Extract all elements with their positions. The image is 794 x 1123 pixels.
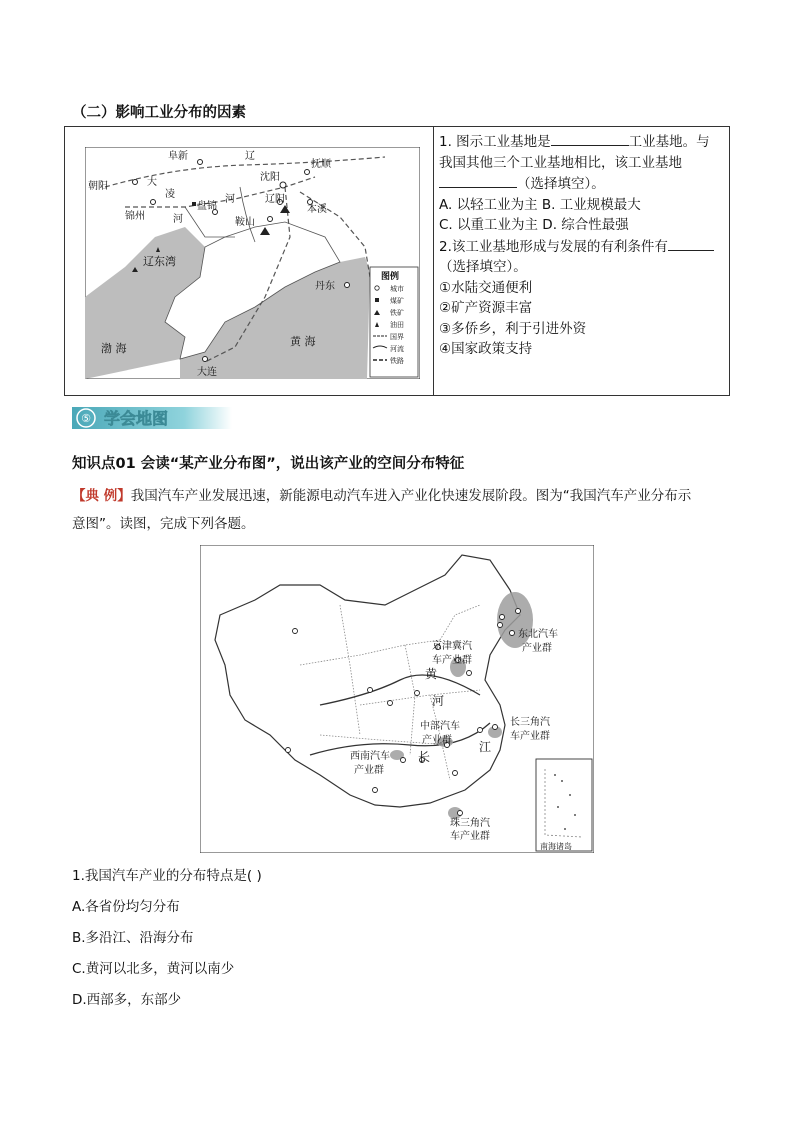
legend-item: 铁路 bbox=[390, 357, 404, 365]
map1-city-label: 锦州 bbox=[125, 211, 145, 222]
map1-river-label: 凌 bbox=[165, 189, 175, 200]
map1-city-label: 沈阳 bbox=[260, 172, 280, 183]
q1-text: 1. 图示工业基地是 bbox=[439, 134, 551, 150]
answer-blank[interactable] bbox=[551, 131, 629, 146]
example-text: 意图”。读图，完成下列各题。 bbox=[72, 516, 255, 532]
legend-title: 图例 bbox=[381, 272, 400, 282]
map2-label: 东北汽车 bbox=[518, 629, 558, 640]
map1-city-label: 丹东 bbox=[315, 281, 335, 292]
map2-label: 南海诸岛 bbox=[540, 842, 572, 851]
map1-city-label: 鞍山 bbox=[235, 217, 255, 228]
legend-item: 油田 bbox=[390, 321, 404, 329]
map2-label: 产业群 bbox=[522, 643, 552, 654]
map2-label: 产业群 bbox=[354, 765, 384, 776]
map2-label: 西南汽车 bbox=[350, 751, 390, 762]
map1-river-label: 河 bbox=[173, 214, 183, 225]
map1-river-label: 大 bbox=[147, 177, 157, 188]
mc-option-c[interactable]: C.黄河以北多，黄河以南少 bbox=[72, 961, 235, 977]
legend-item: 河流 bbox=[390, 345, 404, 353]
map2-label: 江 bbox=[479, 740, 492, 754]
map2-label: 京津冀汽 bbox=[432, 641, 472, 652]
map1-city-label: 抚顺 bbox=[311, 159, 331, 170]
china-auto-industry-map bbox=[200, 545, 594, 853]
section-banner bbox=[72, 405, 232, 431]
south-china-sea-inset bbox=[536, 759, 592, 851]
legend-item: 国界 bbox=[390, 333, 404, 341]
table-divider bbox=[433, 127, 434, 395]
map1-city-label: 本溪 bbox=[307, 204, 327, 215]
legend-item: 铁矿 bbox=[390, 309, 404, 317]
question-text bbox=[439, 131, 729, 360]
map1-river-label: 辽 bbox=[245, 151, 255, 162]
example-text: 我国汽车产业发展迅速，新能源电动汽车进入产业化快速发展阶段。图为“我国汽车产业分布示 bbox=[130, 488, 692, 504]
answer-blank[interactable] bbox=[439, 173, 517, 188]
mc-option-a[interactable]: A.各省份均匀分布 bbox=[72, 899, 180, 915]
banner-title: 学会地图 bbox=[104, 409, 169, 428]
mc-option-d[interactable]: D.西部多，东部少 bbox=[72, 992, 182, 1008]
banner-number: ⑤ bbox=[81, 412, 91, 425]
map1-sea-label: 辽东湾 bbox=[143, 255, 176, 268]
map2-label: 珠三角汽 bbox=[450, 818, 490, 829]
answer-blank[interactable] bbox=[668, 236, 714, 251]
map2-label: 中部汽车 bbox=[420, 721, 460, 732]
q2-option: ①水陆交通便利 bbox=[439, 279, 533, 296]
map1-city-label: 辽阳 bbox=[265, 194, 285, 205]
q2-option: ②矿产资源丰富 bbox=[439, 300, 533, 316]
map2-label: 黄 bbox=[425, 667, 438, 681]
q1-text: 我国其他三个工业基地相比，该工业基地 bbox=[439, 154, 682, 171]
map1-city-label: 阜新 bbox=[168, 151, 188, 162]
legend-item: 城市 bbox=[390, 285, 404, 293]
example-tag: 【典 例】 bbox=[72, 488, 131, 504]
map1-city-label: 大连 bbox=[197, 367, 217, 378]
mc-option-b[interactable]: B.多沿江、沿海分布 bbox=[72, 930, 194, 946]
map2-label: 车产业群 bbox=[510, 731, 550, 742]
liaoning-map bbox=[85, 147, 420, 379]
q1-text: （选择填空）。 bbox=[517, 176, 605, 192]
map1-city-label: 盘锦 bbox=[197, 201, 217, 212]
map1-river-label: 河 bbox=[225, 194, 235, 205]
map1-city-label: 朝阳 bbox=[88, 181, 108, 192]
q1-options: A. 以轻工业为主 B. 工业规模最大 bbox=[439, 196, 641, 213]
map2-label: 车产业群 bbox=[432, 655, 472, 666]
map1-sea-label: 渤 海 bbox=[101, 342, 127, 355]
example-paragraph bbox=[72, 483, 732, 510]
section-heading: （二）影响工业分布的因素 bbox=[72, 104, 246, 121]
map2-label: 长 bbox=[418, 750, 431, 764]
map2-label: 河 bbox=[432, 694, 445, 708]
question-table bbox=[64, 126, 730, 396]
q2-text: （选择填空）。 bbox=[439, 259, 527, 275]
map2-label: 长三角汽 bbox=[510, 717, 550, 728]
mc-stem: 1.我国汽车产业的分布特点是( ) bbox=[72, 868, 262, 884]
map1-sea-label: 黄 海 bbox=[290, 335, 316, 348]
q2-option: ③多侨乡，利于引进外资 bbox=[439, 320, 587, 337]
knowledge-point-heading: 知识点01 会读“某产业分布图”，说出该产业的空间分布特征 bbox=[72, 456, 465, 472]
map2-label: 产业群 bbox=[422, 735, 452, 746]
q2-text: 2.该工业基地形成与发展的有利条件有 bbox=[439, 238, 668, 255]
q2-option: ④国家政策支持 bbox=[439, 341, 533, 357]
q1-text: 工业基地。与 bbox=[628, 134, 710, 150]
q1-options: C. 以重工业为主 D. 综合性最强 bbox=[439, 217, 629, 233]
legend-item: 煤矿 bbox=[390, 297, 404, 305]
map2-label: 车产业群 bbox=[450, 831, 490, 842]
